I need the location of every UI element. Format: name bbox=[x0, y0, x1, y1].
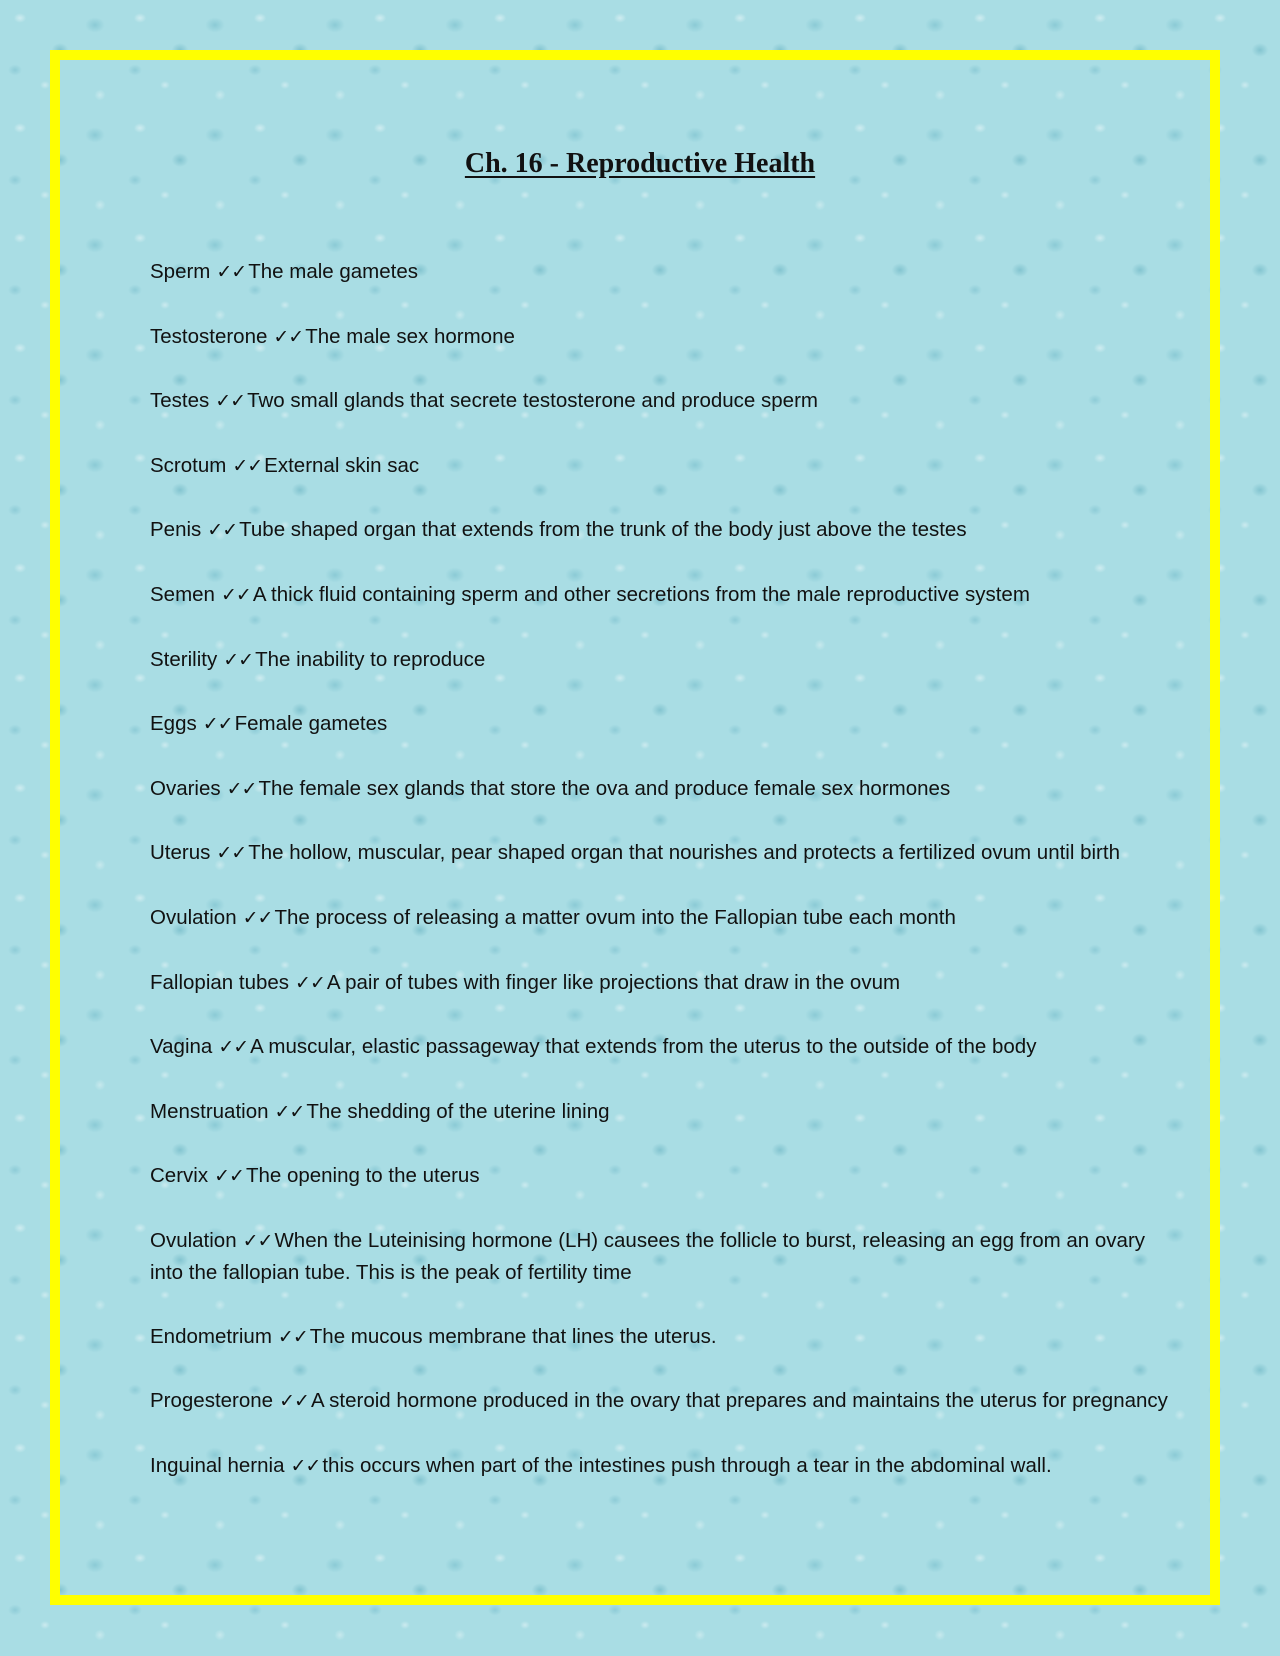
term-name: Progesterone bbox=[150, 1389, 274, 1413]
term-item bbox=[150, 1321, 1180, 1353]
term-name: Sperm bbox=[150, 260, 211, 283]
term-definition: The mucous membrane that lines the uterus. bbox=[309, 1324, 717, 1348]
double-check-icon: ✓✓ bbox=[220, 583, 251, 606]
term-definition: A steroid hormone produced in the ovary that prepares and maintains the uterus for pregnancy bbox=[310, 1389, 1168, 1413]
term-name: Cervix bbox=[150, 1164, 209, 1188]
term-name: Ovulation bbox=[150, 1228, 237, 1252]
term-definition: The male sex hormone bbox=[305, 324, 515, 348]
term-definition: The shedding of the uterine lining bbox=[306, 1099, 610, 1123]
double-check-icon: ✓✓ bbox=[216, 842, 247, 865]
term-definition: The opening to the uterus bbox=[245, 1164, 480, 1188]
double-check-icon: ✓✓ bbox=[274, 1100, 305, 1123]
term-item bbox=[150, 256, 1180, 288]
term-name: Fallopian tubes bbox=[150, 970, 290, 994]
term-definition: The process of releasing a matter ovum into the Fallopian tube each month bbox=[274, 905, 956, 929]
term-definition: When the Luteinising hormone (LH) causees the follicle to burst, releasing an egg from an ovary into the fallopian tube. This is the peak of fertility time bbox=[150, 1228, 1146, 1284]
term-item bbox=[150, 773, 1180, 805]
term-item bbox=[150, 967, 1180, 999]
term-name: Testosterone bbox=[150, 324, 268, 348]
term-definition: A thick fluid containing sperm and other secretions from the male reproductive system bbox=[252, 582, 1030, 606]
term-name: Scrotum bbox=[150, 453, 227, 477]
term-item bbox=[150, 1450, 1180, 1482]
term-definition: The inability to reproduce bbox=[255, 647, 486, 671]
term-definition: The female sex glands that store the ova and produce female sex hormones bbox=[258, 776, 951, 800]
term-item bbox=[150, 902, 1180, 934]
term-item bbox=[150, 514, 1180, 546]
term-list bbox=[150, 256, 1180, 1514]
term-definition: Tube shaped organ that extends from the trunk of the body just above the testes bbox=[239, 518, 967, 542]
double-check-icon: ✓✓ bbox=[202, 713, 233, 736]
page-title: Ch. 16 - Reproductive Health bbox=[464, 148, 816, 179]
term-definition: The hollow, muscular, pear shaped organ that nourishes and protects a fertilized ovum until birth bbox=[248, 841, 1120, 865]
term-item bbox=[150, 385, 1180, 417]
term-definition: this occurs when part of the intestines push through a tear in the abdominal wall. bbox=[322, 1453, 1052, 1477]
double-check-icon: ✓✓ bbox=[242, 906, 273, 929]
term-item bbox=[150, 1031, 1180, 1063]
double-check-icon: ✓✓ bbox=[215, 390, 246, 413]
double-check-icon: ✓✓ bbox=[218, 1036, 249, 1059]
term-name: Vagina bbox=[150, 1035, 213, 1059]
double-check-icon: ✓✓ bbox=[223, 648, 254, 671]
term-definition: The male gametes bbox=[248, 260, 419, 283]
term-definition: A pair of tubes with finger like projections that draw in the ovum bbox=[326, 970, 901, 994]
term-name: Ovaries bbox=[150, 776, 221, 800]
double-check-icon: ✓✓ bbox=[216, 261, 247, 283]
double-check-icon: ✓✓ bbox=[214, 1165, 244, 1188]
double-check-icon: ✓✓ bbox=[226, 777, 257, 800]
term-item bbox=[150, 321, 1180, 353]
term-name: Inguinal hernia bbox=[150, 1453, 285, 1477]
term-name: Ovulation bbox=[150, 905, 237, 929]
term-item bbox=[150, 450, 1180, 482]
term-definition: Two small glands that secrete testosterone and produce sperm bbox=[247, 389, 818, 413]
double-check-icon: ✓✓ bbox=[242, 1229, 273, 1252]
double-check-icon: ✓✓ bbox=[290, 1454, 321, 1477]
term-name: Menstruation bbox=[150, 1099, 269, 1123]
term-name: Sterility bbox=[150, 647, 218, 671]
term-item bbox=[150, 1225, 1180, 1288]
term-item bbox=[150, 579, 1180, 611]
term-definition: Female gametes bbox=[234, 712, 388, 736]
term-item bbox=[150, 1385, 1180, 1417]
double-check-icon: ✓✓ bbox=[232, 454, 263, 477]
double-check-icon: ✓✓ bbox=[207, 519, 238, 542]
term-name: Uterus bbox=[150, 841, 211, 865]
double-check-icon: ✓✓ bbox=[277, 1325, 308, 1348]
term-definition: External skin sac bbox=[264, 453, 420, 477]
double-check-icon: ✓✓ bbox=[273, 325, 304, 348]
term-item bbox=[150, 837, 1180, 869]
term-item bbox=[150, 644, 1180, 676]
term-name: Semen bbox=[150, 582, 215, 606]
double-check-icon: ✓✓ bbox=[295, 971, 325, 994]
term-item bbox=[150, 1160, 1180, 1192]
double-check-icon: ✓✓ bbox=[279, 1390, 309, 1413]
term-name: Eggs bbox=[150, 712, 197, 736]
term-definition: A muscular, elastic passageway that extends from the uterus to the outside of the body bbox=[250, 1035, 1037, 1059]
term-name: Penis bbox=[150, 518, 202, 542]
term-name: Endometrium bbox=[150, 1324, 272, 1348]
term-name: Testes bbox=[150, 389, 210, 413]
term-item bbox=[150, 1096, 1180, 1128]
term-item bbox=[150, 708, 1180, 740]
